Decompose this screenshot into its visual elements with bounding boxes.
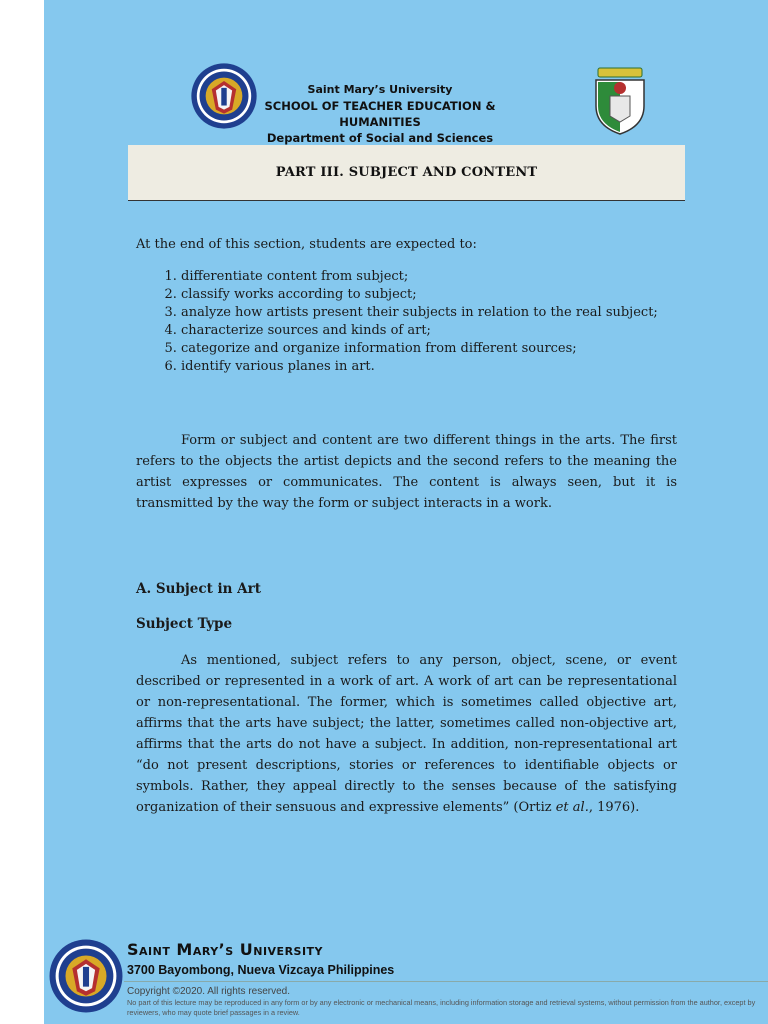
footer-divider [124, 981, 768, 982]
objectives-list [136, 268, 677, 376]
list-item: 6. identify various planes in art. [181, 358, 677, 376]
section-title-box [128, 145, 685, 201]
section-title: PART III. SUBJECT AND CONTENT [275, 165, 538, 180]
school-name: SCHOOL OF TEACHER EDUCATION & HUMANITIES [264, 99, 496, 129]
subject-type-paragraph [136, 650, 677, 818]
list-item: 2. classify works according to subject; [181, 286, 677, 304]
university-shield-icon [590, 66, 650, 136]
footer-legal-notice: No part of this lecture may be reproduced in any form or by any electronic or mechanical means, including information storage and retrieval systems, without permission from the author, except by reviewers, who may quote brief passages in a review. [127, 998, 756, 1017]
university-seal-icon [190, 62, 258, 130]
form-content-paragraph: Form or subject and content are two different things in the arts. The first refers to the objects the artist depicts and the second refers to the meaning the artist expresses or communicates. The content is always seen, but it is transmitted by the way the form or subject interacts in a work. [136, 433, 677, 511]
subsection-heading: Subject Type [136, 616, 233, 632]
university-seal-icon [48, 938, 124, 1014]
footer-copyright: Copyright ©2020. All rights reserved. [127, 986, 291, 997]
list-item: 3. analyze how artists present their subjects in relation to the real subject; [181, 304, 677, 322]
section-heading: A. Subject in Art [136, 581, 261, 597]
header-text [250, 82, 510, 146]
list-item: 5. categorize and organize information from different sources; [181, 340, 677, 358]
list-item: 4. characterize sources and kinds of art; [181, 322, 677, 340]
paragraph-text: As mentioned, subject refers to any person, object, scene, or event described or represented in a work of art. A work of art can be representational or non-representational. The former, which is sometimes called objective art, affirms that the arts have subject; the latter, sometimes called non-objective art, affirms that the arts do not have a subject. In addition, non-representational art “do not present descriptions, stories or references to identifiable objects or symbols. Rather, they appeal directly to the senses because of the satisfying organization of their sensuous and expressive elements” (Ortiz [136, 653, 677, 815]
footer-address: 3700 Bayombong, Nueva Vizcaya Philippines [127, 963, 395, 977]
department-name: Department of Social and Sciences [266, 131, 494, 145]
list-item: 1. differentiate content from subject; [181, 268, 677, 286]
footer-university-name: Saint Mary’s University [127, 940, 324, 959]
intro-text: At the end of this section, students are expected to: [136, 237, 477, 252]
citation-italic: et al. [555, 800, 589, 815]
citation-end: , 1976). [588, 800, 640, 815]
university-name: Saint Mary’s University [307, 83, 453, 96]
